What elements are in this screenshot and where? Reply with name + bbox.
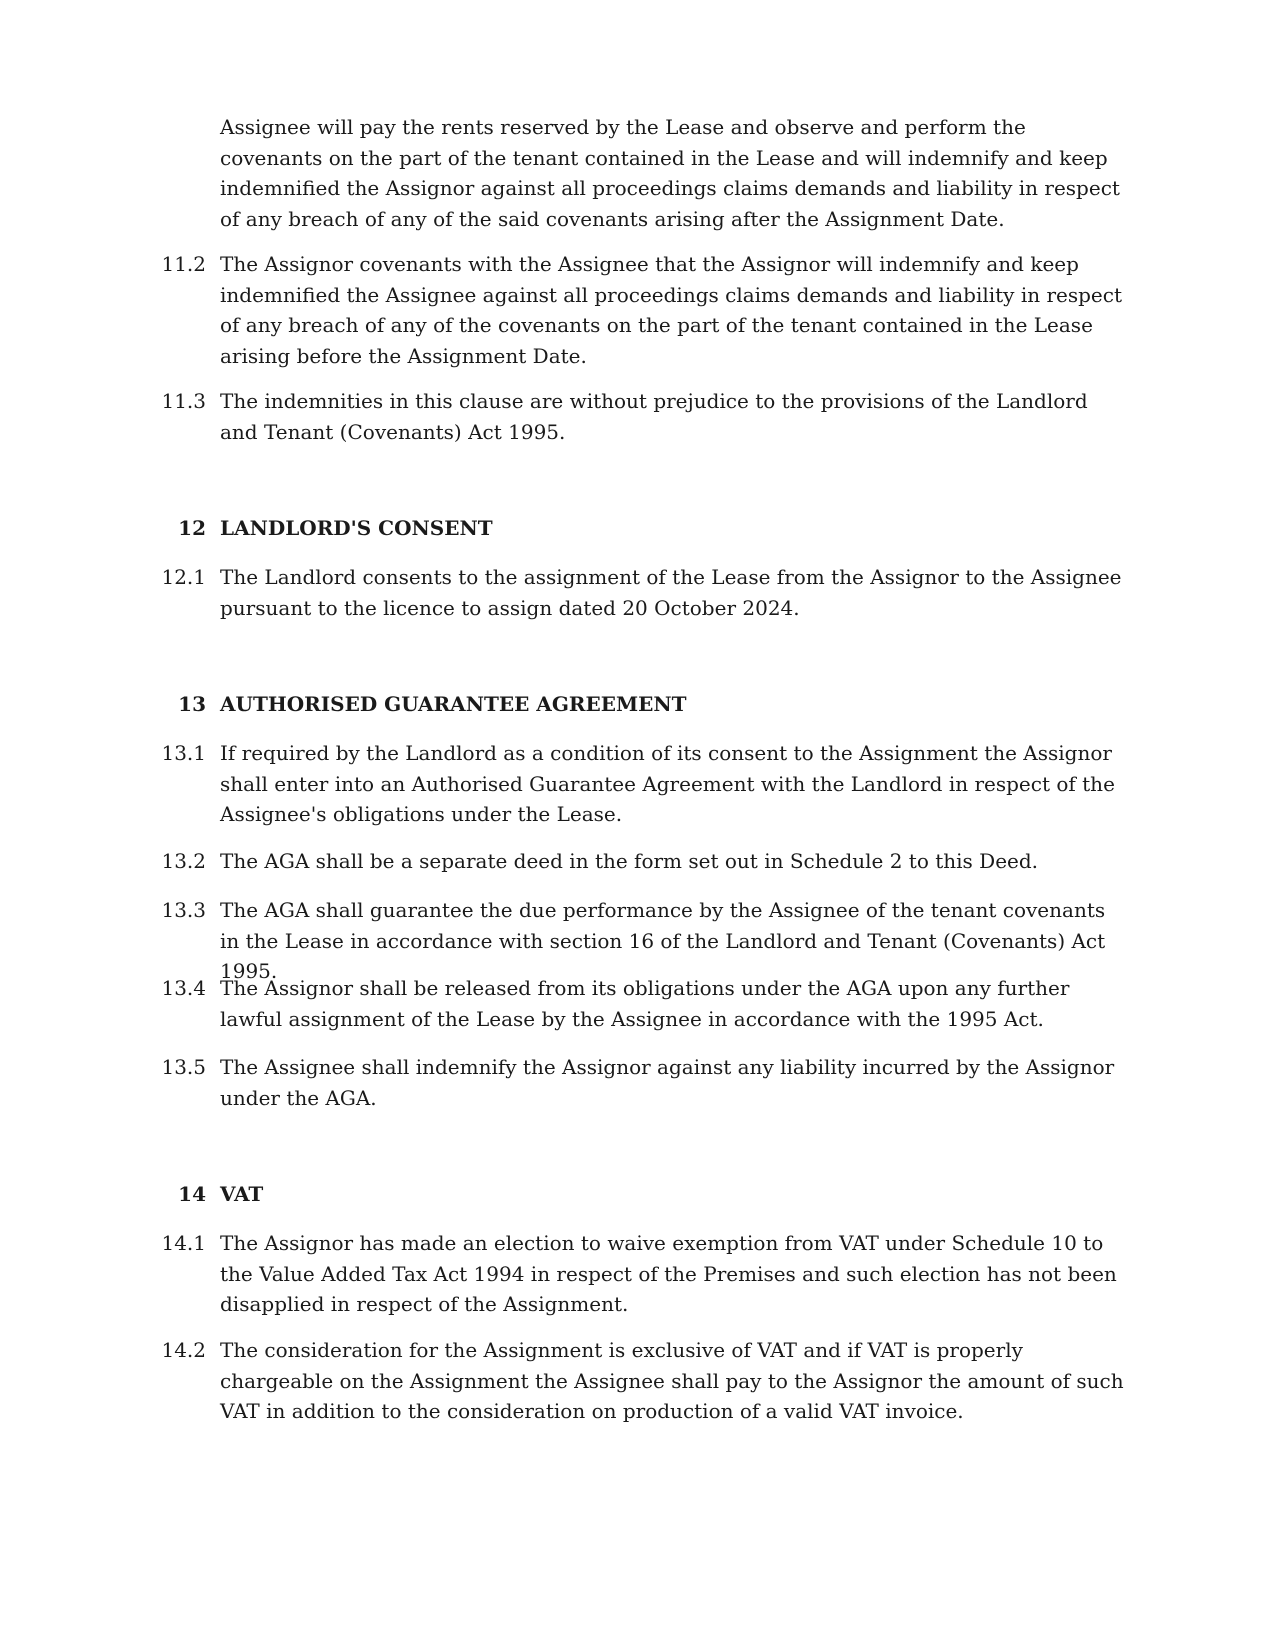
section-heading-12 <box>140 513 1130 544</box>
clause-text: The Assignee shall indemnify the Assignor against any liability incurred by the Assignor under the AGA. <box>220 1055 1115 1110</box>
clause-text: If required by the Landlord as a condition of its consent to the Assignment the Assignor shall enter into an Authorised Guarantee Agreement with the Landlord in respect of the Assignee's obligations under the Lease. <box>220 741 1115 826</box>
section-heading-13 <box>140 689 1130 720</box>
section-title: AUTHORISED GUARANTEE AGREEMENT <box>220 692 687 716</box>
section-number: 14 <box>178 1182 206 1206</box>
section-title: LANDLORD'S CONSENT <box>220 516 493 540</box>
clause-text: The AGA shall be a separate deed in the form set out in Schedule 2 to this Deed. <box>220 849 1039 873</box>
clause-text: The consideration for the Assignment is exclusive of VAT and if VAT is properly chargeable on the Assignment the Assignee shall pay to the Assignor the amount of such VAT in addition to the consideration on production of a valid VAT invoice. <box>220 1338 1124 1423</box>
clause-text: The AGA shall guarantee the due performance by the Assignee of the tenant covenants in the Lease in accordance with section 16 of the Landlord and Tenant (Covenants) Act 1995. <box>220 898 1106 983</box>
clause-number: 12.1 <box>161 565 206 589</box>
clause-text: The Landlord consents to the assignment of the Lease from the Assignor to the Assignee pursuant to the licence to assign dated 20 October 2024. <box>220 565 1122 620</box>
clause-number: 13.1 <box>161 741 206 765</box>
section-number: 12 <box>178 516 206 540</box>
clause-11-3 <box>140 386 1130 447</box>
clause-number: 13.4 <box>161 976 206 1000</box>
clause-number: 13.5 <box>161 1055 206 1079</box>
clause-14-1 <box>140 1228 1130 1320</box>
clause-13-2 <box>140 846 1130 877</box>
clause-text: The indemnities in this clause are without prejudice to the provisions of the Landlord and Tenant (Covenants) Act 1995. <box>220 389 1088 444</box>
clause-number: 11.2 <box>161 252 206 276</box>
clause-text: The Assignor has made an election to waive exemption from VAT under Schedule 10 to the Value Added Tax Act 1994 in respect of the Premises and such election has not been disapplied in respect of the Assignment. <box>220 1231 1117 1316</box>
clause-12-1 <box>140 562 1130 623</box>
clause-number: 14.2 <box>161 1338 206 1362</box>
clause-number: 13.2 <box>161 849 206 873</box>
clause-11-2 <box>140 249 1130 371</box>
section-title: VAT <box>220 1182 264 1206</box>
clause-13-4 <box>140 973 1130 1034</box>
clause-text: Assignee will pay the rents reserved by the Lease and observe and perform the covenants on the part of the tenant contained in the Lease and will indemnify and keep indemnified the Assignor against all proceedings claims demands and liability in respect of any breach of any of the said covenants arising after the Assignment Date. <box>220 115 1120 231</box>
section-number: 13 <box>178 692 206 716</box>
clause-14-2 <box>140 1335 1130 1427</box>
clause-number: 11.3 <box>161 389 206 413</box>
clause-text: The Assignor covenants with the Assignee that the Assignor will indemnify and keep indemnified the Assignee against all proceedings claims demands and liability in respect of any breach of any of the covenants on the part of the tenant contained in the Lease arising before the Assignment Date. <box>220 252 1123 368</box>
clause-number: 13.3 <box>161 898 206 922</box>
clause-text: The Assignor shall be released from its obligations under the AGA upon any further lawful assignment of the Lease by the Assignee in accordance with the 1995 Act. <box>220 976 1070 1031</box>
section-heading-14 <box>140 1179 1130 1210</box>
clause-11-1-continuation <box>140 112 1130 234</box>
clause-13-5 <box>140 1052 1130 1113</box>
clause-13-1 <box>140 738 1130 830</box>
clause-number: 14.1 <box>161 1231 206 1255</box>
